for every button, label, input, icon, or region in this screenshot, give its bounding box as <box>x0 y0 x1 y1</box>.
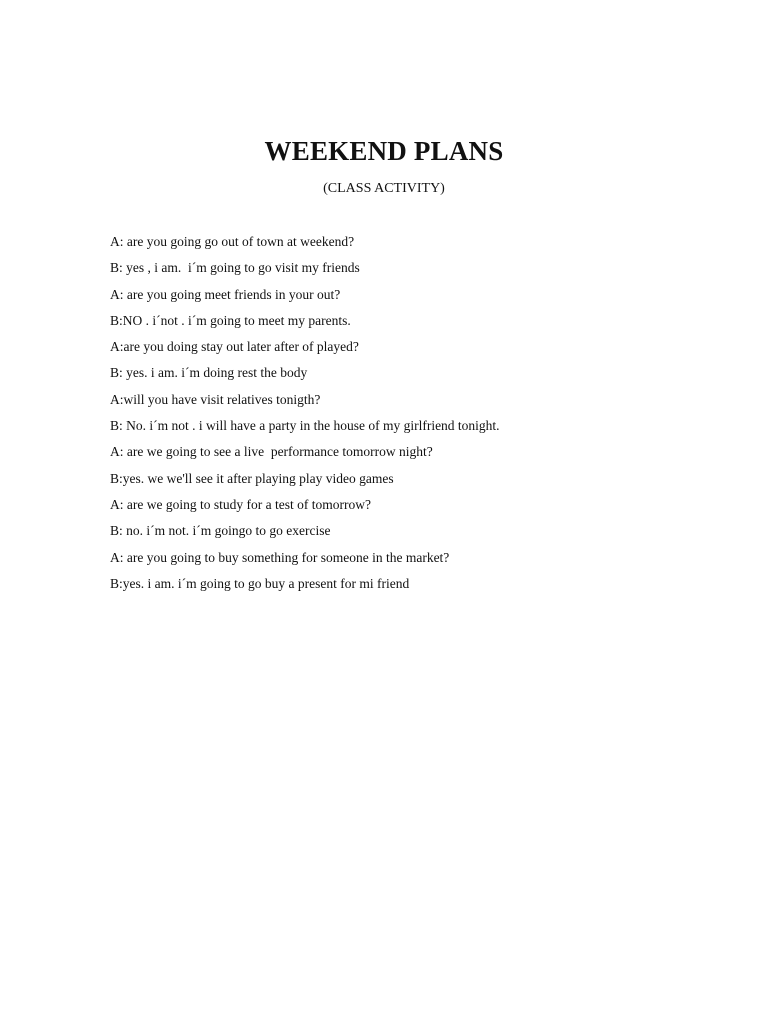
document-title: WEEKEND PLANS <box>264 136 504 166</box>
dialogue-line: B:yes. i am. i´m going to go buy a present for mi friend <box>110 575 410 591</box>
dialogue-line: B: yes , i am. i´m going to go visit my friends <box>110 260 360 276</box>
dialogue-line: A: are we going to study for a test of tomorrow? <box>110 496 371 512</box>
document-subtitle: (CLASS ACTIVITY) <box>323 181 445 196</box>
dialogue-line: B: yes. i am. i´m doing rest the body <box>110 365 308 381</box>
dialogue-line: A: are you going meet friends in your out? <box>110 286 341 302</box>
dialogue-line: B:yes. we we'll see it after playing play video games <box>110 470 394 486</box>
dialogue-line: A:are you doing stay out later after of played? <box>110 339 359 355</box>
dialogue-line: B: No. i´m not . i will have a party in the house of my girlfriend tonight. <box>110 418 500 434</box>
dialogue-line: B: no. i´m not. i´m goingo to go exercise <box>110 523 331 539</box>
dialogue-line: A:will you have visit relatives tonigth? <box>110 391 321 407</box>
dialogue-line: A: are you going to buy something for someone in the market? <box>110 549 450 565</box>
dialogue-line: A: are we going to see a live performance tomorrow night? <box>110 444 433 460</box>
dialogue-line: A: are you going go out of town at weekend? <box>110 234 355 249</box>
dialogue-line: B:NO . i´not . i´m going to meet my parents. <box>110 312 351 328</box>
dialogue-list <box>110 233 710 601</box>
